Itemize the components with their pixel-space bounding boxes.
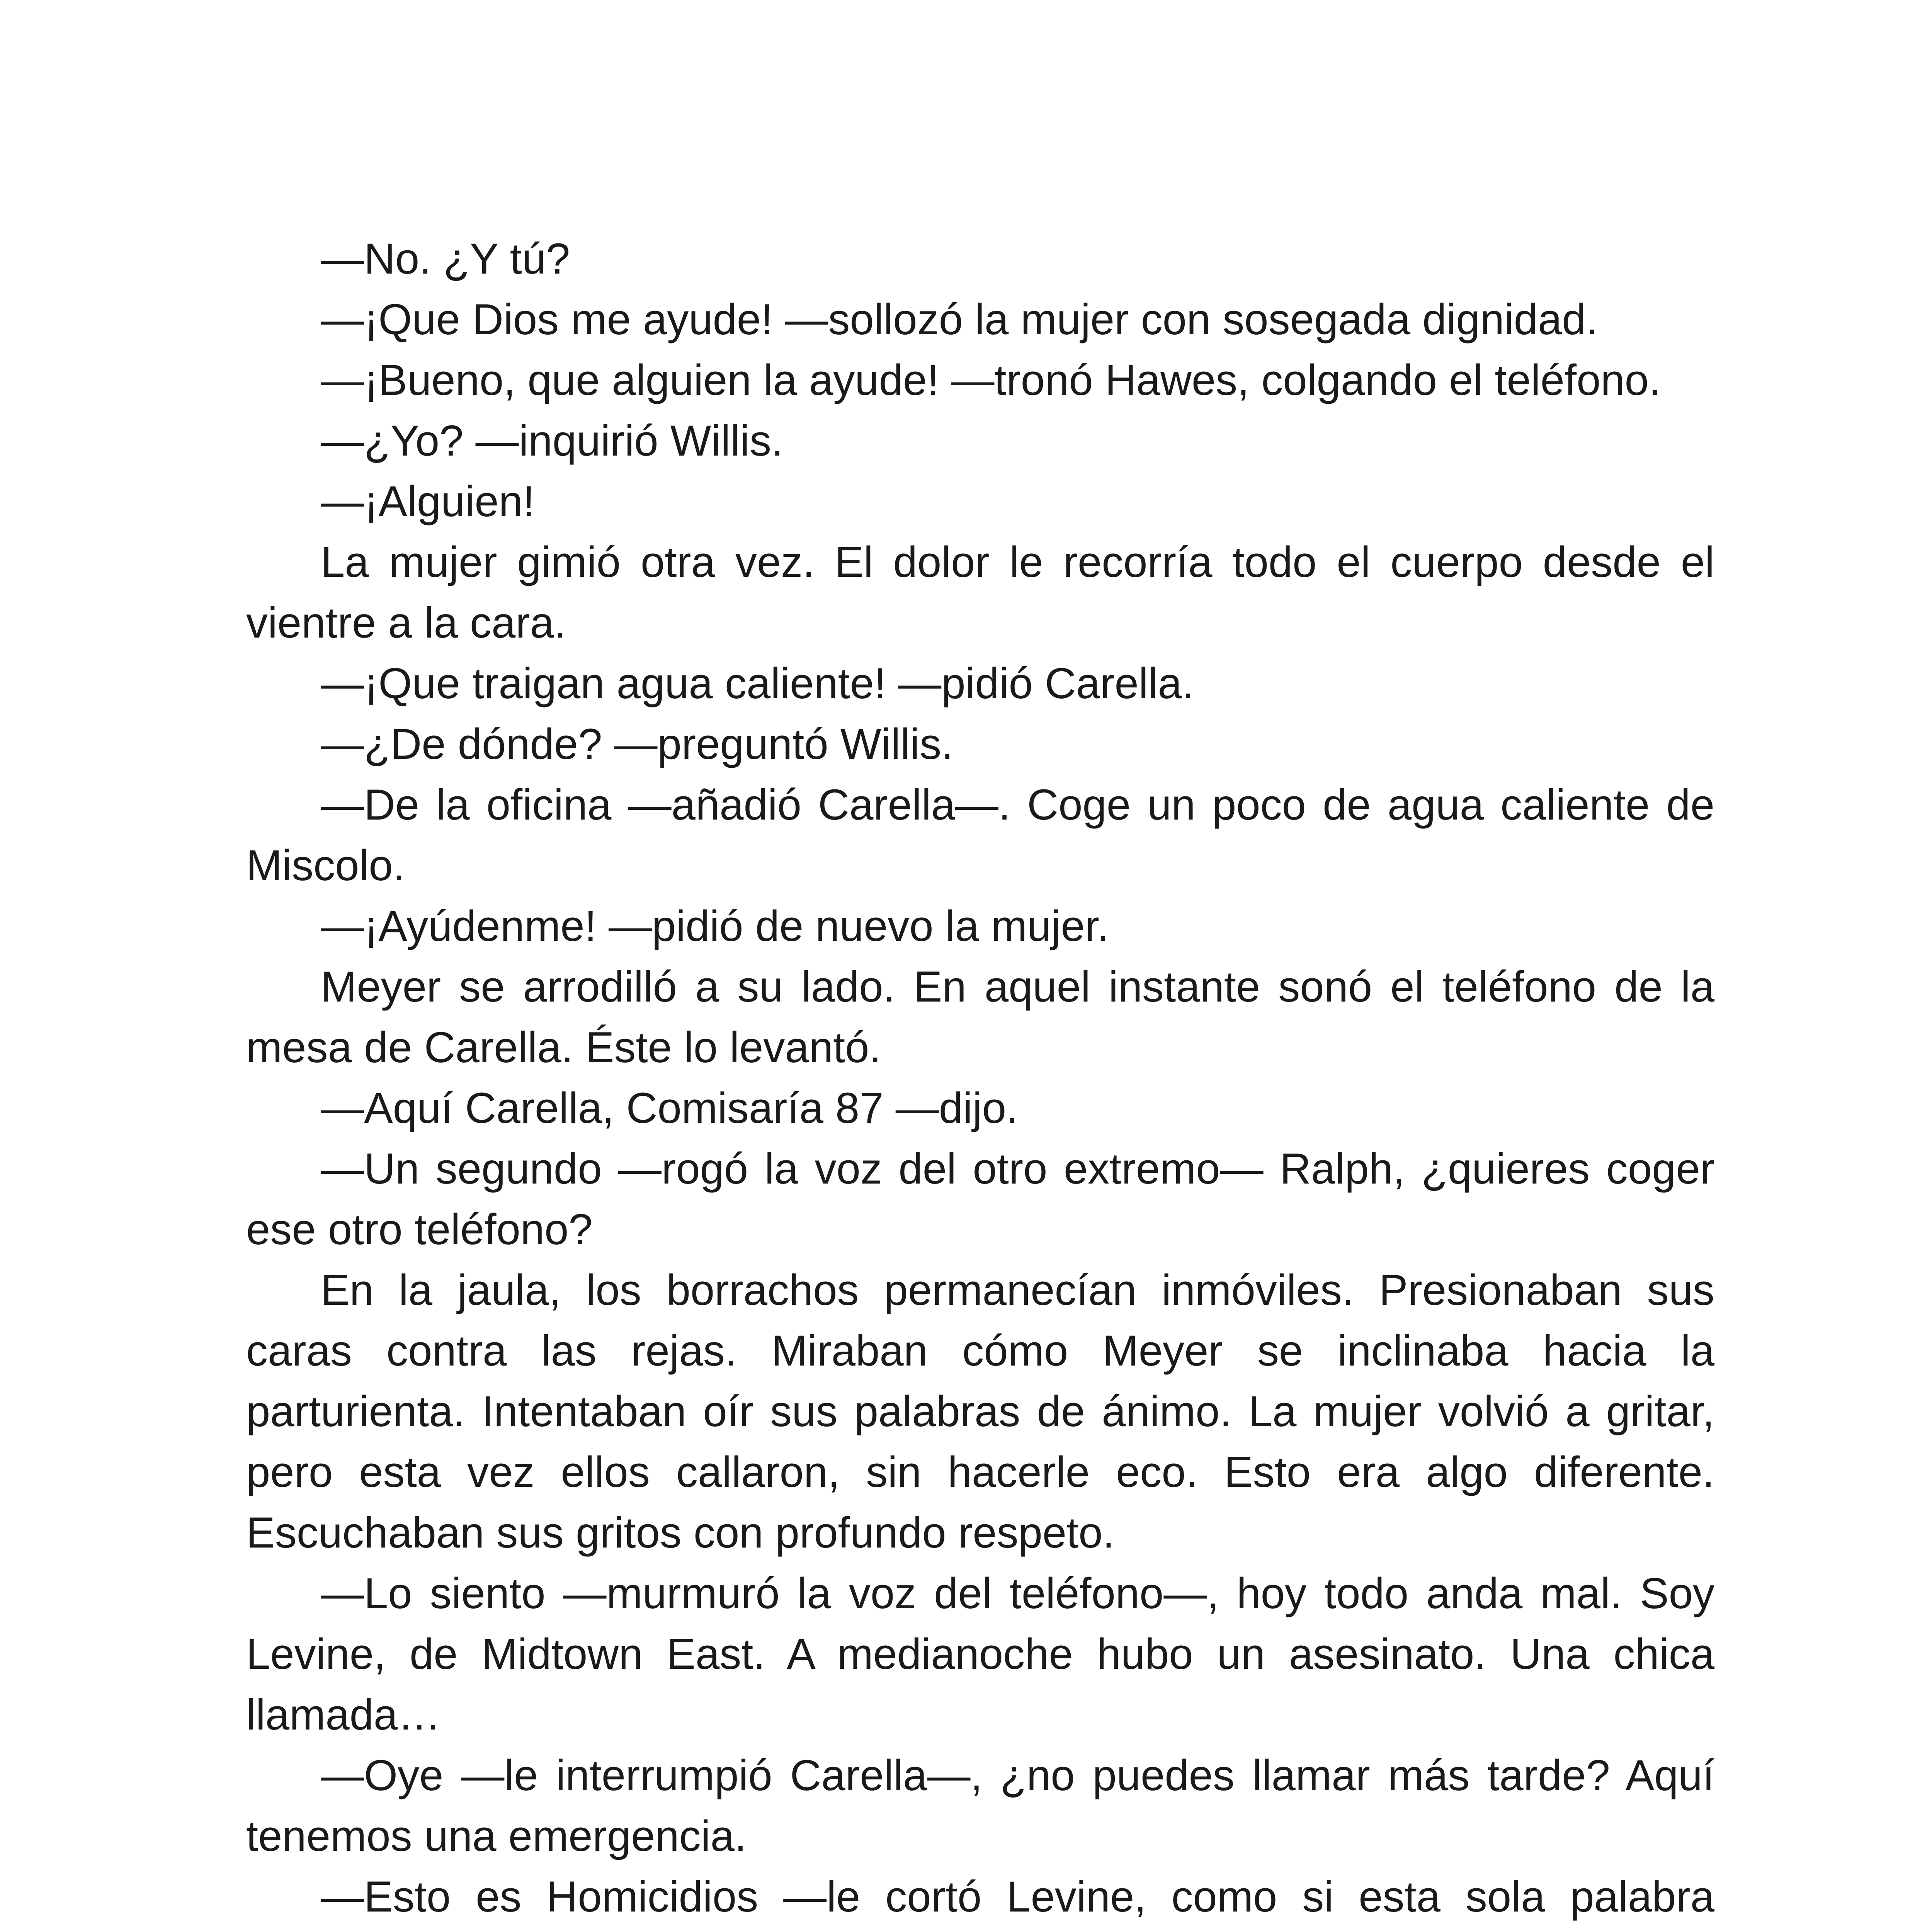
paragraph: —No. ¿Y tú? — [321, 235, 570, 283]
paragraph: —¿Yo? —inquirió Willis. — [321, 417, 784, 465]
body-text — [246, 228, 1714, 1932]
paragraph: —De la oficina —añadió Carella—. Coge un poco de agua caliente de Miscolo. — [246, 781, 1714, 889]
paragraph: —¿De dónde? —preguntó Willis. — [321, 720, 954, 768]
paragraph: —¡Que Dios me ayude! —sollozó la mujer con sosegada dignidad. — [321, 295, 1598, 344]
paragraph: —¡Ayúdenme! —pidió de nuevo la mujer. — [321, 902, 1109, 950]
paragraph: —Un segundo —rogó la voz del otro extremo— Ralph, ¿quieres coger ese otro teléfono? — [246, 1145, 1714, 1253]
paragraph: —Oye —le interrumpió Carella—, ¿no puedes llamar más tarde? Aquí tenemos una emergencia. — [246, 1751, 1714, 1860]
paragraph: —¡Que traigan agua caliente! —pidió Carella. — [321, 659, 1194, 707]
paragraph: —Aquí Carella, Comisaría 87 —dijo. — [321, 1084, 1019, 1132]
paragraph: —¡Bueno, que alguien la ayude! —tronó Hawes, colgando el teléfono. — [321, 356, 1661, 404]
paragraph: —¡Alguien! — [321, 477, 535, 526]
paragraph: En la jaula, los borrachos permanecían inmóviles. Presionaban sus caras contra las rejas. Miraban cómo Meyer se inclinaba hacia la parturienta. Intentaban oír sus palabras de ánimo. La mujer volvió a gritar, pero esta vez ellos callaron, sin hacerle eco. Esto era algo diferente. Escuchaban sus gritos con profundo respeto. — [246, 1266, 1714, 1557]
paragraph: —Lo siento —murmuró la voz del teléfono—, hoy todo anda mal. Soy Levine, de Midtown East. A medianoche hubo un asesinato. Una chica llamada… — [246, 1569, 1714, 1739]
paragraph: La mujer gimió otra vez. El dolor le recorría todo el cuerpo desde el vientre a la cara. — [246, 538, 1714, 647]
paragraph: Meyer se arrodilló a su lado. En aquel instante sonó el teléfono de la mesa de Carella. Éste lo levantó. — [246, 963, 1714, 1071]
paragraph: —Esto es Homicidios —le cortó Levine, como si esta sola palabra — [321, 1872, 1714, 1921]
